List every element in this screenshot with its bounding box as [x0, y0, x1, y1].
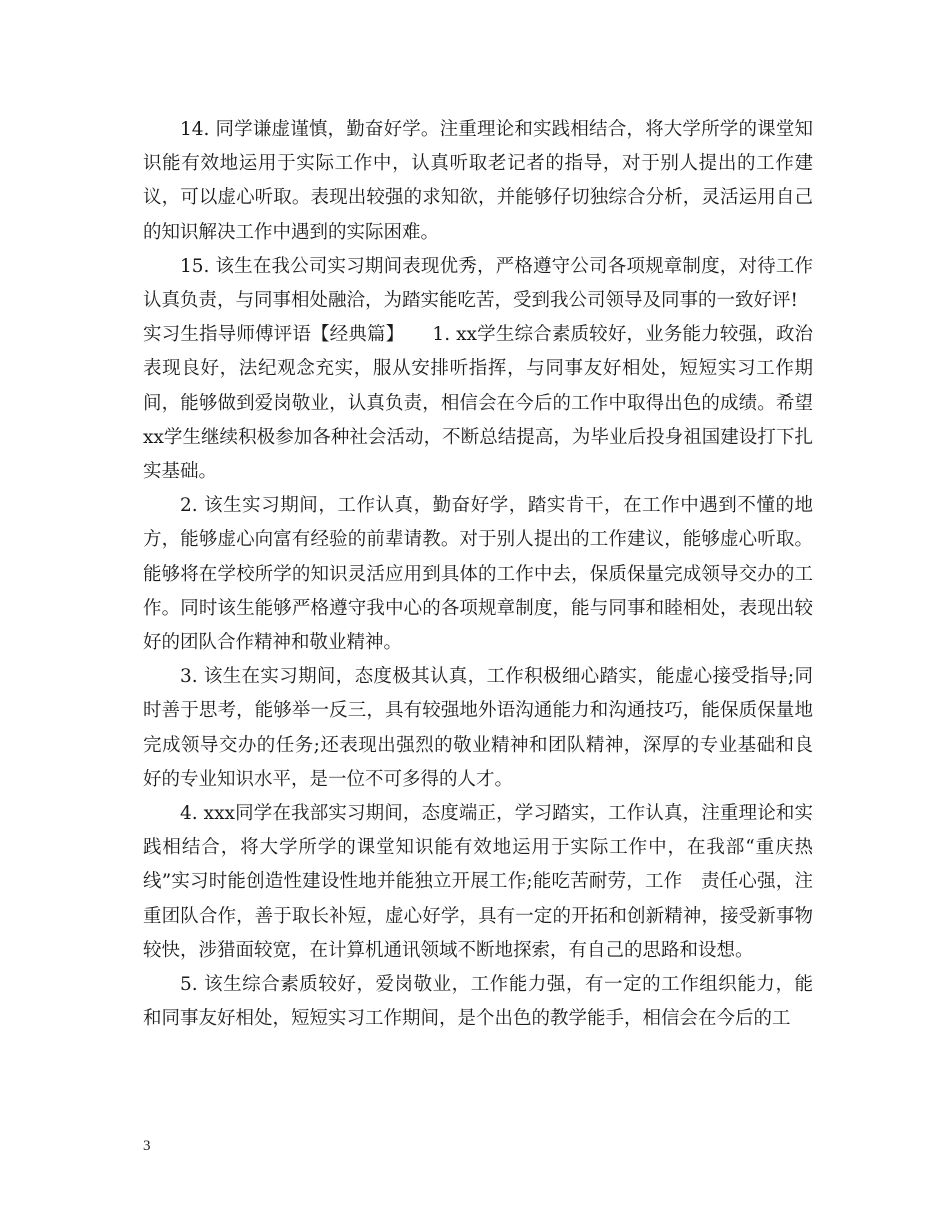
document-body [143, 113, 813, 1036]
paragraph-section-heading-1: 实习生指导师傅评语【经典篇】 1. xx学生综合素质较好，业务能力较强，政治表现良好，法纪观念充实，服从安排听指挥，与同事友好相处，短短实习工作期间，能够做到爱岗敬业，认真负责，相信会在今后的工作中取得出色的成绩。希望xx学生继续积极参加各种社会活动，不断总结提高，为毕业后投身祖国建设打下扎实基础。 [143, 324, 813, 483]
paragraph-14: 14. 同学谦虚谨慎，勤奋好学。注重理论和实践相结合，将大学所学的课堂知识能有效地运用于实际工作中，认真听取老记者的指导，对于别人提出的工作建议，可以虚心听取。表现出较强的求知欲，并能够仔切独综合分析，灵活运用自己的知识解决工作中遇到的实际困难。 [143, 119, 813, 243]
paragraph-4: 4. xxx同学在我部实习期间，态度端正，学习踏实，工作认真，注重理论和实践相结合，将大学所学的课堂知识能有效地运用于实际工作中，在我部“重庆热线”实习时能创造性建设性地并能独立开展工作;能吃苦耐劳，工作 责任心强，注重团队合作，善于取长补短，虚心好学，具有一定的开拓和创新精神，接受新事物较快，涉猎面较宽，在计算机通讯领域不断地探索，有自己的思路和设想。 [143, 803, 813, 961]
paragraph-15: 15. 该生在我公司实习期间表现优秀，严格遵守公司各项规章制度，对待工作认真负责，与同事相处融洽，为踏实能吃苦，受到我公司领导及同事的一致好评! [143, 255, 813, 312]
paragraph-2: 2. 该生实习期间，工作认真，勤奋好学，踏实肯干，在工作中遇到不懂的地方，能够虚心向富有经验的前辈请教。对于别人提出的工作建议，能够虚心听取。能够将在学校所学的知识灵活应用到具体的工作中去，保质保量完成领导交办的工作。同时该生能够严格遵守我中心的各项规章制度，能与同事和睦相处，表现出较好的团队合作精神和敬业精神。 [143, 495, 813, 654]
paragraph-5: 5. 该生综合素质较好，爱岗敬业，工作能力强，有一定的工作组织能力，能和同事友好相处，短短实习工作期间，是个出色的教学能手，相信会在今后的工 [143, 974, 813, 1030]
paragraph-3: 3. 该生在实习期间，态度极其认真，工作积极细心踏实，能虚心接受指导;同时善于思考，能够举一反三，具有较强地外语沟通能力和沟通技巧，能保质保量地完成领导交办的任务;还表现出强烈的敬业精神和团队精神，深厚的专业基础和良好的专业知识水平，是一位不可多得的人才。 [143, 666, 813, 790]
page-number: 3 [143, 1138, 151, 1154]
